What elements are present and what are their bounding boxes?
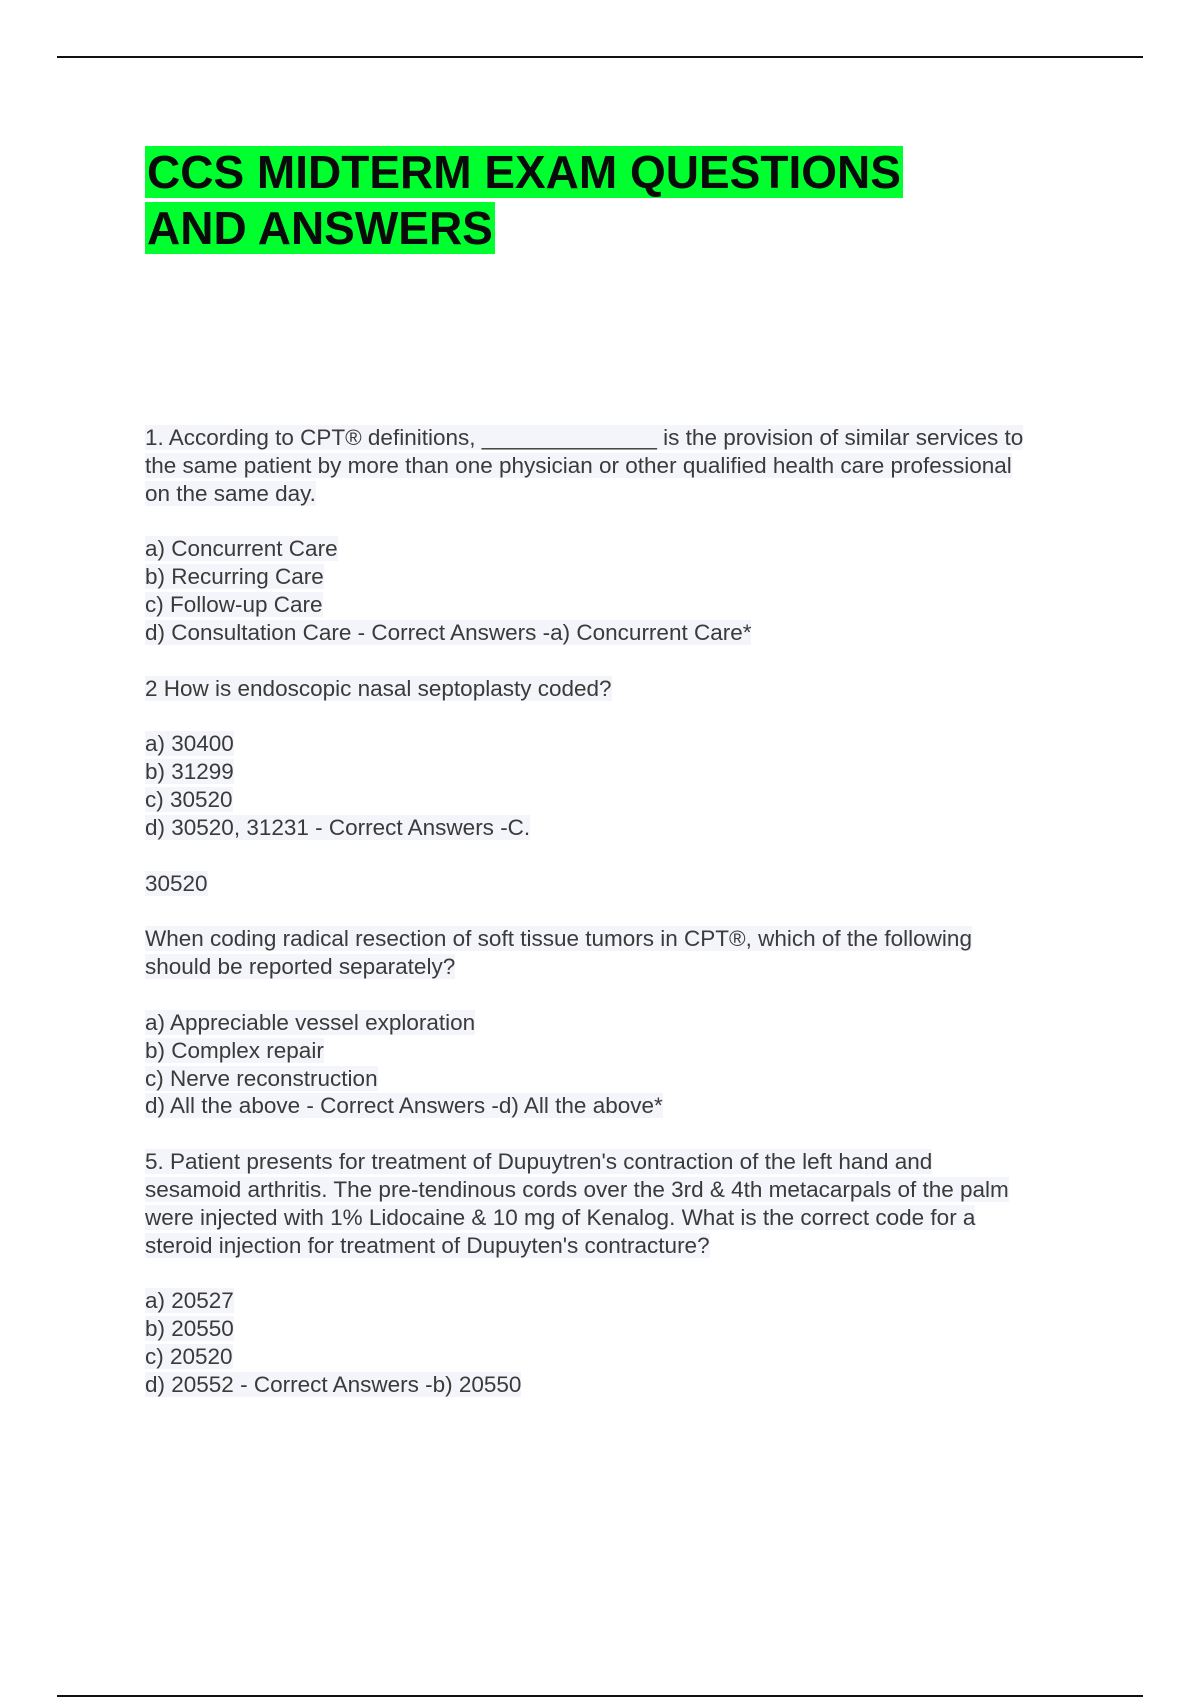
top-rule [57, 56, 1143, 58]
answer-option: c) 20520 [145, 1343, 233, 1369]
answer-option: c) Follow-up Care [145, 591, 323, 617]
question-1 [145, 424, 1085, 507]
question-text-line: When coding radical resection of soft tissue tumors in CPT®, which of the following [145, 926, 972, 952]
title-line-1: CCS MIDTERM EXAM QUESTIONS [147, 146, 901, 198]
question-2 [145, 675, 1085, 703]
questions-body [145, 424, 1085, 1399]
answer-option: a) 20527 [145, 1288, 234, 1314]
question-text-line: on the same day. [145, 480, 316, 506]
question-text-line: should be reported separately? [145, 954, 456, 980]
answer-option: a) Concurrent Care [145, 536, 338, 562]
question-1-options [145, 535, 1085, 646]
question-text-line: were injected with 1% Lidocaine & 10 mg of Kenalog. What is the correct code for a [145, 1204, 976, 1230]
answer-option: c) 30520 [145, 786, 233, 812]
question-text-line: 1. According to CPT® definitions, ______________ is the provision of similar services to [145, 425, 1024, 450]
question-text-line: 5. Patient presents for treatment of Dupuytren's contraction of the left hand and [145, 1149, 933, 1175]
question-3 [145, 925, 1085, 981]
question-2-answer-extra [145, 870, 1085, 898]
question-3-options [145, 1009, 1085, 1120]
answer-option: b) Complex repair [145, 1037, 324, 1063]
answer-option: a) Appreciable vessel exploration [145, 1009, 476, 1035]
question-text-line: steroid injection for treatment of Dupuyten's contracture? [145, 1232, 710, 1258]
answer-option: c) Nerve reconstruction [145, 1065, 378, 1091]
answer-code: 30520 [145, 870, 208, 896]
answer-option: b) Recurring Care [145, 564, 324, 590]
page-title [145, 144, 903, 256]
answer-option-with-correct-answer: d) 30520, 31231 - Correct Answers -C. [145, 814, 531, 840]
question-text-line: 2 How is endoscopic nasal septoplasty coded? [145, 675, 612, 701]
question-5 [145, 1148, 1085, 1259]
question-5-options [145, 1287, 1085, 1398]
answer-option: b) 20550 [145, 1316, 234, 1342]
answer-option-with-correct-answer: d) Consultation Care - Correct Answers -a) Concurrent Care* [145, 619, 752, 645]
bottom-rule [57, 1695, 1143, 1697]
question-2-options [145, 730, 1085, 841]
question-text-line: the same patient by more than one physician or other qualified health care professional [145, 452, 1012, 478]
question-text-line: sesamoid arthritis. The pre-tendinous cords over the 3rd & 4th metacarpals of the palm [145, 1176, 1009, 1202]
answer-option: a) 30400 [145, 731, 234, 757]
title-line-2: AND ANSWERS [147, 202, 493, 254]
answer-option-with-correct-answer: d) 20552 - Correct Answers -b) 20550 [145, 1371, 522, 1397]
answer-option: b) 31299 [145, 759, 234, 785]
answer-option-with-correct-answer: d) All the above - Correct Answers -d) All the above* [145, 1093, 663, 1119]
